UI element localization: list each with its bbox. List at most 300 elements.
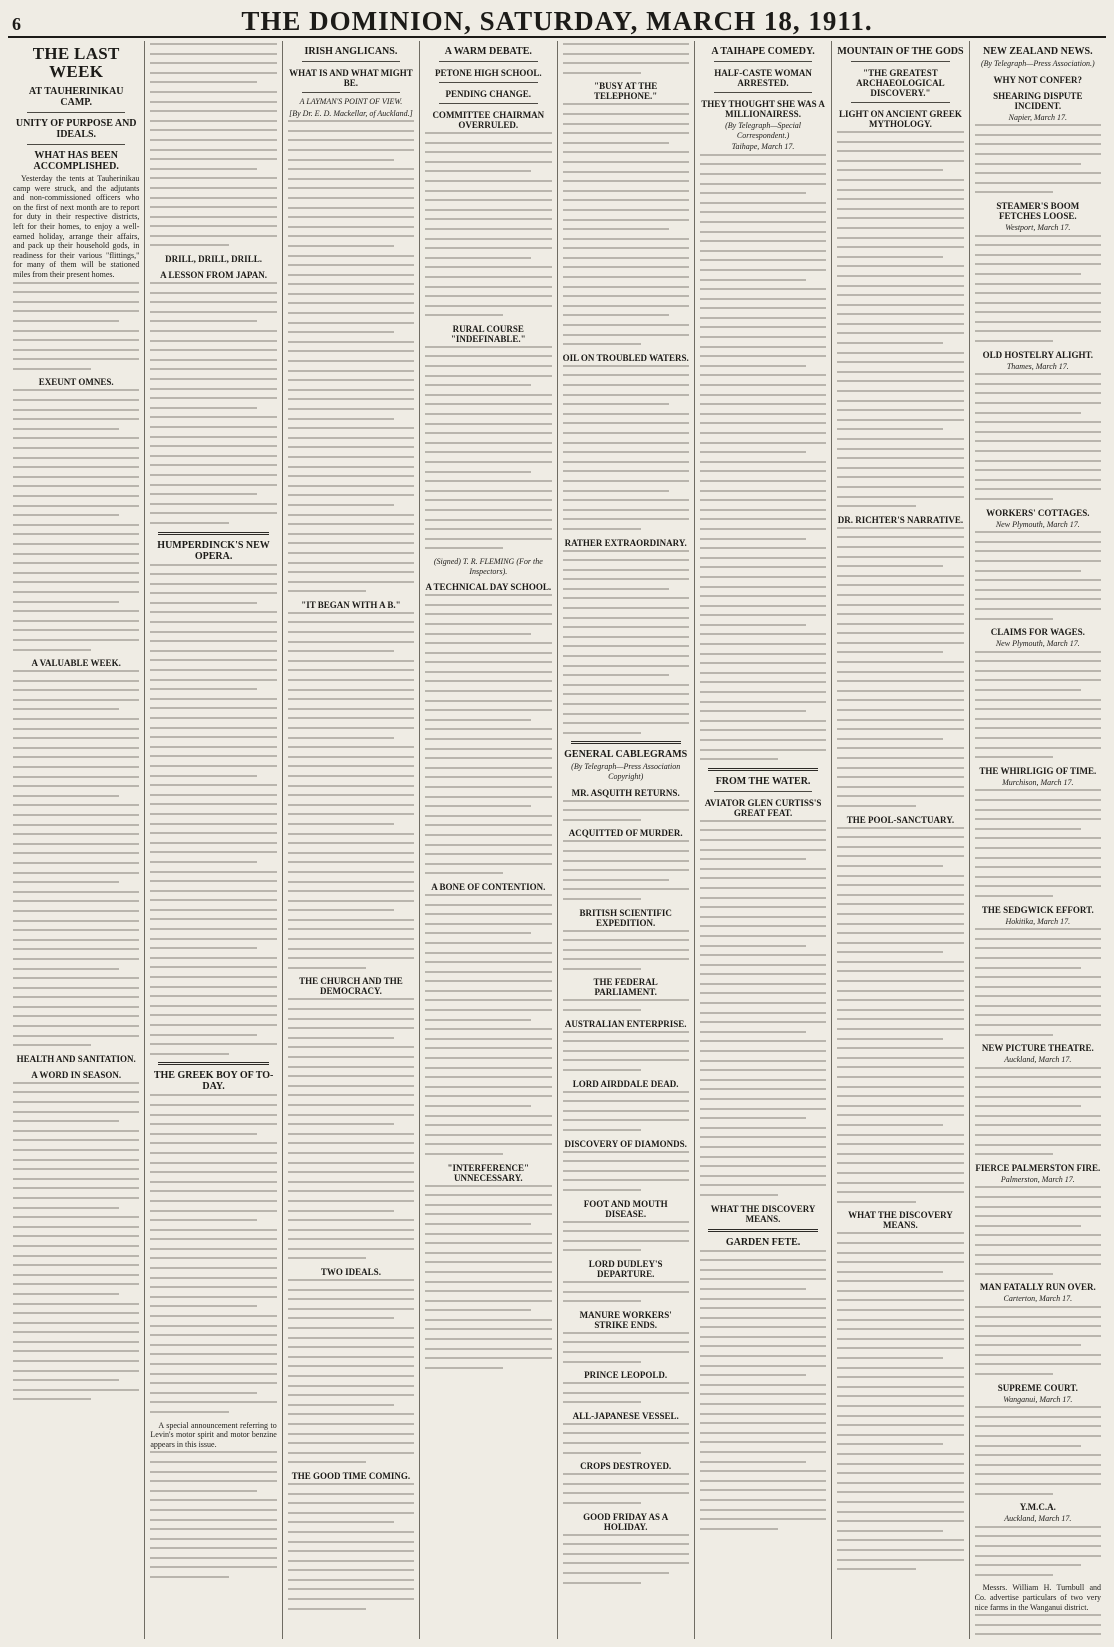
text-line <box>425 1233 551 1235</box>
text-line <box>563 722 689 724</box>
text-line <box>837 304 963 306</box>
text-line <box>288 737 394 739</box>
text-line <box>975 670 1101 672</box>
text-line <box>425 218 551 220</box>
text-line <box>288 1560 414 1562</box>
text-line <box>425 276 551 278</box>
text-line <box>13 399 139 401</box>
text-line <box>425 805 531 807</box>
text-line <box>150 416 276 418</box>
text-line <box>700 576 826 578</box>
text-line <box>150 1363 276 1365</box>
text-line <box>150 1219 256 1221</box>
text-line <box>837 894 963 896</box>
text-line <box>425 1076 551 1078</box>
text-line <box>700 595 826 597</box>
text-line <box>150 149 276 151</box>
text-line <box>288 1190 414 1192</box>
text-line <box>150 493 256 495</box>
text-line <box>700 240 826 242</box>
text-line <box>563 238 689 240</box>
headline: "IT BEGAN WITH A B." <box>301 599 401 610</box>
text-line <box>425 547 503 549</box>
text-line <box>837 390 963 392</box>
text-line <box>975 1493 1053 1495</box>
text-line <box>975 947 1101 949</box>
text-line <box>425 1242 551 1244</box>
text-line <box>13 466 139 468</box>
text-line <box>288 1200 414 1202</box>
text-line <box>425 461 551 463</box>
text-line <box>13 1303 139 1305</box>
text-line <box>150 1277 276 1279</box>
text-line <box>975 124 1101 126</box>
text-line <box>425 1213 551 1215</box>
text-line <box>150 1538 276 1540</box>
text-line <box>288 669 414 671</box>
text-line <box>700 1165 826 1167</box>
text-line <box>563 569 689 571</box>
text-line <box>563 480 689 482</box>
text-line <box>13 620 139 622</box>
text-line <box>975 1014 1101 1016</box>
text-line <box>563 62 689 64</box>
text-line <box>975 373 1101 375</box>
section-rule <box>439 103 537 104</box>
text-line <box>425 1124 551 1126</box>
text-line <box>13 418 139 420</box>
text-line <box>975 1186 1101 1188</box>
text-line <box>13 1159 139 1161</box>
text-line <box>288 149 414 151</box>
text-line <box>150 1248 276 1250</box>
headline: THE LAST WEEK <box>32 44 120 81</box>
headline: DISCOVERY OF DIAMONDS. <box>564 1138 687 1149</box>
text-line <box>425 490 551 492</box>
text-line <box>700 1156 826 1158</box>
text-line <box>563 809 689 811</box>
text-line <box>288 900 414 902</box>
text-line <box>425 151 551 153</box>
headline: PETONE HIGH SCHOOL. <box>435 68 542 78</box>
text-line <box>150 564 276 566</box>
text-line <box>288 533 414 535</box>
text-line <box>288 590 366 592</box>
text-line <box>837 1319 963 1321</box>
text-line <box>288 1337 414 1339</box>
text-line <box>425 728 551 730</box>
text-line <box>150 1267 276 1269</box>
text-line <box>425 180 551 182</box>
text-line <box>150 1401 276 1403</box>
text-line <box>288 1308 414 1310</box>
text-line <box>425 1047 551 1049</box>
text-line <box>563 1249 641 1251</box>
text-line <box>700 1461 806 1463</box>
text-line <box>700 547 826 549</box>
text-line <box>13 795 119 797</box>
text-line <box>563 636 689 638</box>
text-line <box>837 419 963 421</box>
text-line <box>563 879 669 881</box>
headline: STEAMER'S BOOM FETCHES LOOSE. <box>996 200 1080 221</box>
text-line <box>700 1079 826 1081</box>
text-line <box>425 375 551 377</box>
text-line <box>150 158 276 160</box>
text-line <box>150 292 276 294</box>
text-line <box>700 945 806 947</box>
text-line <box>150 1114 276 1116</box>
text-line <box>425 719 531 721</box>
text-line <box>563 305 689 307</box>
text-line <box>837 1520 963 1522</box>
section-rule <box>851 102 949 103</box>
text-line <box>288 717 414 719</box>
text-line <box>150 445 276 447</box>
text-line <box>150 1451 276 1453</box>
text-line <box>563 939 689 941</box>
text-line <box>700 480 826 482</box>
text-line <box>150 871 276 873</box>
text-line <box>700 897 826 899</box>
text-line <box>288 650 394 652</box>
text-line <box>288 1598 414 1600</box>
text-line <box>563 898 641 900</box>
text-line <box>975 598 1101 600</box>
text-line <box>150 301 276 303</box>
headline: THE GOOD TIME COMING. <box>291 1470 411 1481</box>
text-line <box>150 330 276 332</box>
text-line <box>700 916 826 918</box>
text-line <box>837 738 943 740</box>
text-line <box>837 1009 963 1011</box>
text-line <box>150 177 276 179</box>
text-line <box>700 1021 826 1023</box>
headline: AVIATOR GLEN CURTISS'S GREAT FEAT. <box>704 797 822 818</box>
text-line <box>425 228 551 230</box>
text-line <box>150 659 276 661</box>
text-line <box>700 858 806 860</box>
text-block <box>288 1279 414 1463</box>
text-line <box>288 466 414 468</box>
section-rule <box>27 112 125 113</box>
text-line <box>837 1501 963 1503</box>
text-line <box>700 1040 826 1042</box>
text-line <box>425 971 551 973</box>
text-line <box>837 256 943 258</box>
headline: MANURE WORKERS' STRIKE ENDS. <box>579 1309 672 1330</box>
double-rule <box>708 768 818 771</box>
text-line <box>288 1181 414 1183</box>
text-line <box>150 1566 276 1568</box>
text-line <box>288 1027 414 1029</box>
text-line <box>975 182 1101 184</box>
text-line <box>563 1240 689 1242</box>
text-line <box>425 432 551 434</box>
text-line <box>425 796 551 798</box>
text-line <box>563 1129 641 1131</box>
text-line <box>975 488 1101 490</box>
text-line <box>288 1257 366 1259</box>
text-line <box>288 571 414 573</box>
text-line <box>563 597 689 599</box>
text-line <box>837 1568 915 1570</box>
text-line <box>700 566 826 568</box>
text-line <box>837 265 963 267</box>
text-line <box>150 110 276 112</box>
text-line <box>288 197 414 199</box>
text-line <box>425 748 551 750</box>
text-line <box>425 757 551 759</box>
text-block <box>975 1614 1101 1639</box>
text-line <box>150 235 276 237</box>
text-line <box>563 607 689 609</box>
text-block <box>563 1031 689 1071</box>
text-line <box>13 1111 139 1113</box>
text-line <box>425 314 503 316</box>
text-line <box>13 1082 139 1084</box>
text-line <box>563 930 689 932</box>
text-line <box>425 1019 531 1021</box>
text-line <box>975 263 1101 265</box>
text-line <box>150 359 276 361</box>
text-line <box>425 266 551 268</box>
text-line <box>425 480 551 482</box>
text-line <box>563 499 689 501</box>
dateline: Auckland, March 17. <box>1004 1514 1072 1524</box>
text-line <box>150 1043 276 1045</box>
text-line <box>425 1328 551 1330</box>
column-8 <box>970 41 1106 1639</box>
text-line <box>13 301 139 303</box>
text-line <box>700 1509 826 1511</box>
text-line <box>13 457 139 459</box>
text-line <box>700 605 826 607</box>
text-line <box>975 1225 1081 1227</box>
text-line <box>288 494 414 496</box>
text-line <box>150 522 228 524</box>
text-line <box>13 852 139 854</box>
article-paragraph: A special announcement referring to Levin's motor spirit and motor benzine appears in this issue. <box>150 1420 277 1449</box>
text-line <box>13 1312 139 1314</box>
text-line <box>563 53 689 55</box>
text-line <box>150 1490 256 1492</box>
text-line <box>425 394 551 396</box>
text-line <box>150 1382 276 1384</box>
text-line <box>975 789 1101 791</box>
text-line <box>837 438 963 440</box>
text-line <box>563 324 689 326</box>
text-line <box>837 1530 943 1532</box>
text-line <box>150 1238 276 1240</box>
text-line <box>837 1261 963 1263</box>
text-line <box>150 407 256 409</box>
text-line <box>13 1006 139 1008</box>
text-line <box>150 957 276 959</box>
text-line <box>975 660 1101 662</box>
text-line <box>150 592 276 594</box>
text-line <box>700 662 826 664</box>
text-line <box>13 900 139 902</box>
text-line <box>150 91 276 93</box>
text-line <box>700 470 826 472</box>
text-line <box>975 837 1101 839</box>
text-line <box>13 1130 139 1132</box>
text-line <box>975 976 1101 978</box>
columns-container <box>8 41 1106 1639</box>
text-line <box>150 938 276 940</box>
text-line <box>563 1040 689 1042</box>
subheading: (By Telegraph—Press Association Copyright) <box>571 762 681 781</box>
text-line <box>288 446 414 448</box>
text-line <box>563 247 689 249</box>
text-line <box>563 219 689 221</box>
text-line <box>563 1332 689 1334</box>
text-line <box>700 403 826 405</box>
text-line <box>975 756 1053 758</box>
text-line <box>150 1480 276 1482</box>
text-line <box>288 379 414 381</box>
text-line <box>150 1142 276 1144</box>
text-line <box>975 1115 1101 1117</box>
text-line <box>288 504 394 506</box>
text-line <box>563 1572 669 1574</box>
headline: WORKERS' COTTAGES. <box>986 507 1090 518</box>
text-line <box>288 909 394 911</box>
text-line <box>975 579 1101 581</box>
text-line <box>837 1472 963 1474</box>
text-line <box>13 1245 139 1247</box>
dateline: Hokitika, March 17. <box>1005 916 1071 926</box>
headline: ALL-JAPANESE VESSEL. <box>572 1410 679 1421</box>
headline: DRILL, DRILL, DRILL. <box>165 254 262 265</box>
text-line <box>975 1244 1101 1246</box>
text-line <box>425 519 551 521</box>
text-line <box>563 509 689 511</box>
text-line <box>837 361 963 363</box>
text-line <box>700 820 826 822</box>
text-line <box>837 903 963 905</box>
text-line <box>150 640 276 642</box>
headline: BRITISH SCIENTIFIC EXPEDITION. <box>579 907 672 928</box>
text-line <box>150 474 276 476</box>
text-line <box>425 923 551 925</box>
text-line <box>288 216 414 218</box>
text-block <box>700 154 826 760</box>
text-line <box>837 1086 963 1088</box>
text-line <box>700 1374 806 1376</box>
text-line <box>837 951 943 953</box>
text-line <box>288 523 414 525</box>
section-rule <box>27 144 125 145</box>
text-line <box>700 653 826 655</box>
text-line <box>288 1133 414 1135</box>
text-line <box>837 1386 963 1388</box>
text-line <box>288 139 414 141</box>
text-line <box>837 1463 963 1465</box>
text-line <box>975 1005 1101 1007</box>
text-line <box>700 1489 826 1491</box>
headline: SUPREME COURT. <box>997 1382 1078 1393</box>
text-line <box>837 604 963 606</box>
text-line <box>13 948 139 950</box>
text-line <box>425 442 551 444</box>
text-line <box>837 795 963 797</box>
text-line <box>288 1279 414 1281</box>
text-line <box>288 948 414 950</box>
text-line <box>700 877 826 879</box>
text-line <box>837 1309 963 1311</box>
text-line <box>563 1009 641 1011</box>
text-line <box>288 341 414 343</box>
headline: THE POOL-SANCTUARY. <box>846 814 955 825</box>
text-line <box>425 1057 551 1059</box>
text-line <box>700 1136 826 1138</box>
text-line <box>425 286 551 288</box>
text-block <box>975 1406 1101 1494</box>
text-line <box>288 861 414 863</box>
text-line <box>13 485 139 487</box>
text-line <box>288 641 414 643</box>
text-block <box>150 282 276 524</box>
text-line <box>150 1344 276 1346</box>
text-line <box>975 1086 1101 1088</box>
column-7 <box>832 41 969 1639</box>
text-line <box>563 1423 689 1425</box>
text-line <box>563 394 689 396</box>
text-line <box>700 710 806 712</box>
text-line <box>975 570 1081 572</box>
text-line <box>563 413 689 415</box>
text-line <box>150 669 276 671</box>
text-line <box>563 1382 689 1384</box>
text-line <box>700 1184 826 1186</box>
text-line <box>837 642 963 644</box>
text-line <box>288 1018 414 1020</box>
text-line <box>13 543 139 545</box>
text-line <box>150 436 276 438</box>
text-line <box>837 836 963 838</box>
column-6 <box>695 41 832 1639</box>
text-line <box>837 961 963 963</box>
text-line <box>975 1254 1101 1256</box>
text-line <box>288 178 414 180</box>
text-line <box>975 1454 1101 1456</box>
text-line <box>837 942 963 944</box>
text-line <box>837 1232 963 1234</box>
text-line <box>837 1453 963 1455</box>
text-line <box>150 53 276 55</box>
text-line <box>975 1096 1101 1098</box>
text-line <box>700 1269 826 1271</box>
text-line <box>13 437 139 439</box>
text-line <box>837 527 963 529</box>
text-line <box>563 442 689 444</box>
text-line <box>288 1512 414 1514</box>
text-line <box>150 775 256 777</box>
text-block <box>563 1382 689 1403</box>
text-line <box>975 1234 1101 1236</box>
text-line <box>563 490 669 492</box>
text-line <box>700 528 826 530</box>
text-line <box>837 208 963 210</box>
text-block <box>975 651 1101 759</box>
text-line <box>288 293 414 295</box>
text-line <box>837 875 963 877</box>
text-line <box>700 538 806 540</box>
text-line <box>563 1473 689 1475</box>
text-line <box>700 1050 826 1052</box>
